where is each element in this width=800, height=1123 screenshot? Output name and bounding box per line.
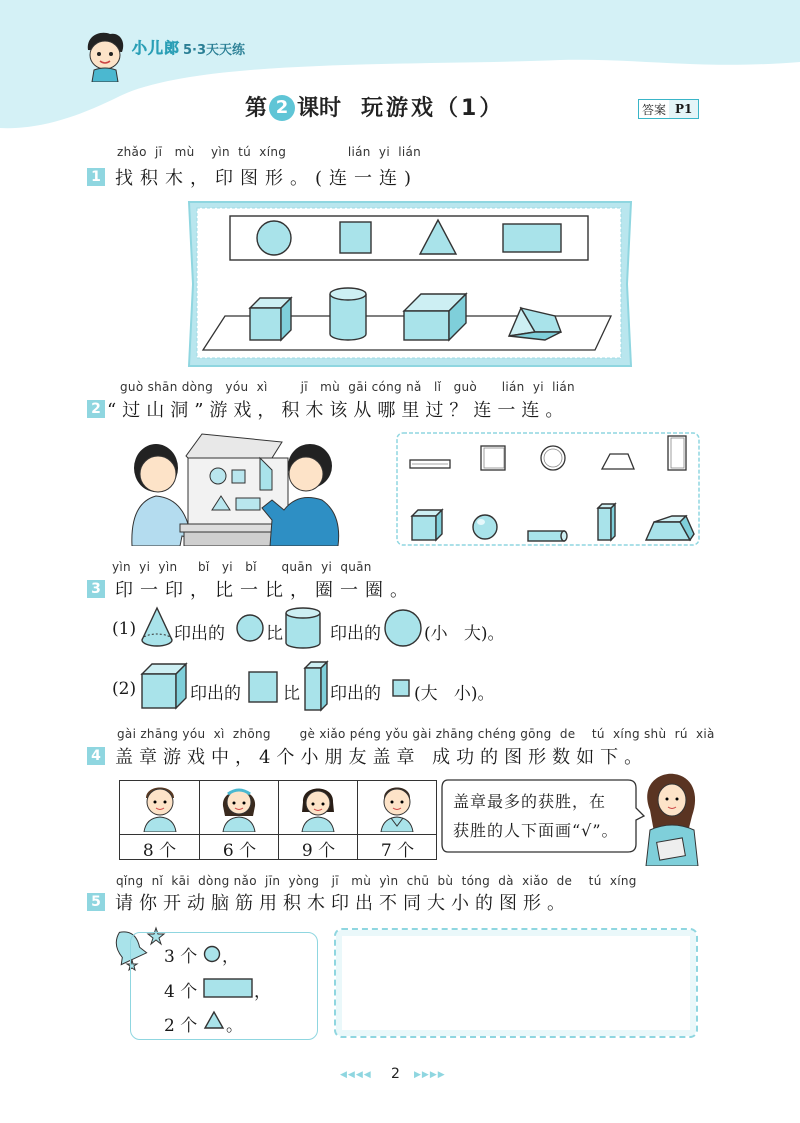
answer-label: 答案	[642, 102, 667, 117]
stamp-count-1[interactable]: 8 个	[142, 841, 177, 861]
cube-block[interactable]	[250, 298, 291, 340]
teacher-illustration	[640, 770, 702, 866]
hole-square[interactable]	[481, 446, 505, 470]
q3-pinyin: yìn yi yìn bǐ yi bǐ quān yi quān	[112, 560, 372, 574]
sphere-block[interactable]	[473, 515, 497, 539]
q3-text: 印一印，比一比，圈一圈。	[115, 580, 415, 601]
q3-line2-t3: 印出的	[330, 684, 381, 704]
q3-line1-t3: 印出的	[330, 624, 381, 644]
rectangle-shape[interactable]	[503, 224, 561, 252]
q5-text: 请你开动脑筋用积木印出不同大小的图形。	[115, 893, 571, 914]
small-circle-icon	[203, 945, 221, 963]
lesson-number-badge: 2	[269, 95, 295, 121]
lesson-suffix: 课时	[297, 96, 342, 121]
answer-page: P1	[669, 100, 698, 118]
q2-pinyin: guò shān dòng yóu xì jī mù gāi cóng nǎ lǐ guò lián yi lián	[120, 380, 575, 394]
bubble-line-2: 获胜的人下面画“√”。	[453, 821, 619, 840]
triangle-icon	[203, 1010, 225, 1030]
tunnel-game-illustration	[122, 428, 344, 546]
stamp-count-2[interactable]: 6 个	[222, 841, 257, 861]
q3-line2-choice[interactable]: (大 小)。	[414, 684, 495, 704]
q3-line1-t1: 印出的	[174, 624, 225, 644]
q3-line1-prefix: (1)	[112, 619, 137, 639]
q3-line1-choice[interactable]: (小 大)。	[424, 624, 505, 644]
q3-line2-t2: 比	[283, 684, 300, 704]
q5-item2-count: 4 个	[164, 982, 198, 1002]
cuboid-block[interactable]	[404, 294, 466, 340]
q1-figure-panel	[185, 198, 635, 370]
kid-avatar-4	[377, 782, 417, 832]
q4-pinyin: gài zhāng yóu xì zhōng gè xiǎo péng yǒu gài zhāng chéng gōng de tú xíng shù rú xià	[117, 727, 715, 741]
q5-item1-suffix: ，	[222, 947, 239, 967]
thin-cylinder-block[interactable]	[528, 531, 567, 541]
bubble-line-1: 盖章最多的获胜，在	[453, 792, 607, 811]
q5-item3-suffix: 。	[226, 1016, 243, 1036]
stamp-count-3[interactable]: 9 个	[301, 841, 336, 861]
q2-number: 2	[87, 400, 105, 418]
q4-text: 盖章游戏中，4个小朋友盖章 成功的图形数如下。	[115, 747, 649, 768]
q2-text: “过山洞”游戏，积木该从哪里过？连一连。	[107, 400, 570, 421]
footer-right-arrows: ▶▶▶▶	[414, 1070, 446, 1080]
q5-item3-count: 2 个	[164, 1016, 198, 1036]
square-shape[interactable]	[340, 222, 371, 253]
stamp-count-4[interactable]: 7 个	[380, 841, 415, 861]
answer-link[interactable]	[638, 99, 699, 119]
q3-line2-t1: 印出的	[190, 684, 241, 704]
q2-blocks-panel	[396, 432, 700, 546]
q5-pinyin: qǐng nǐ kāi dòng nǎo jīn yòng jī mù yìn chū bù tóng dà xiǎo de tú xíng	[116, 874, 637, 888]
q4-number: 4	[87, 747, 105, 765]
q3-line1-t2: 比	[266, 624, 283, 644]
kid-avatar-2	[219, 782, 259, 832]
cone-icon	[140, 606, 174, 648]
q5-item1-count: 3 个	[164, 947, 198, 967]
lesson-title: 玩游戏（1）	[361, 96, 505, 121]
lesson-prefix: 第	[245, 96, 268, 121]
print-square-small[interactable]	[391, 678, 411, 698]
q1-number: 1	[87, 168, 105, 186]
q5-drawing-area[interactable]	[334, 928, 698, 1038]
mascot-boy-icon	[80, 28, 130, 82]
rectangle-icon	[203, 977, 253, 999]
print-square-large[interactable]	[247, 670, 279, 704]
cube-block-2[interactable]	[412, 510, 442, 540]
tall-cuboid-icon	[303, 660, 329, 712]
page-number: 2	[391, 1066, 400, 1082]
print-circle-large[interactable]	[383, 608, 423, 648]
series-name: 5·3天天练	[183, 43, 246, 58]
brand-name: 小儿郎	[132, 39, 181, 57]
q5-item2-suffix: ，	[254, 982, 271, 1002]
hole-circle[interactable]	[541, 446, 565, 470]
q3-line2-prefix: (2)	[112, 679, 137, 699]
lesson-title-row	[245, 91, 504, 122]
footer-left-arrows: ◀◀◀◀	[340, 1070, 372, 1080]
circle-shape[interactable]	[257, 221, 291, 255]
kid-avatar-1	[140, 782, 180, 832]
cylinder-block[interactable]	[330, 288, 366, 340]
q1-print-shapes	[230, 216, 588, 260]
kid-avatar-3	[298, 782, 338, 832]
cube-icon	[140, 662, 188, 710]
q1-text: 找积木，印图形。(连一连)	[115, 168, 419, 189]
cylinder-icon	[283, 605, 323, 651]
q3-number: 3	[87, 580, 105, 598]
tall-cuboid-block[interactable]	[598, 504, 615, 540]
q1-pinyin: zhǎo jī mù yìn tú xíng lián yi lián	[117, 145, 422, 159]
q5-number: 5	[87, 893, 105, 911]
print-circle-small[interactable]	[235, 612, 265, 644]
